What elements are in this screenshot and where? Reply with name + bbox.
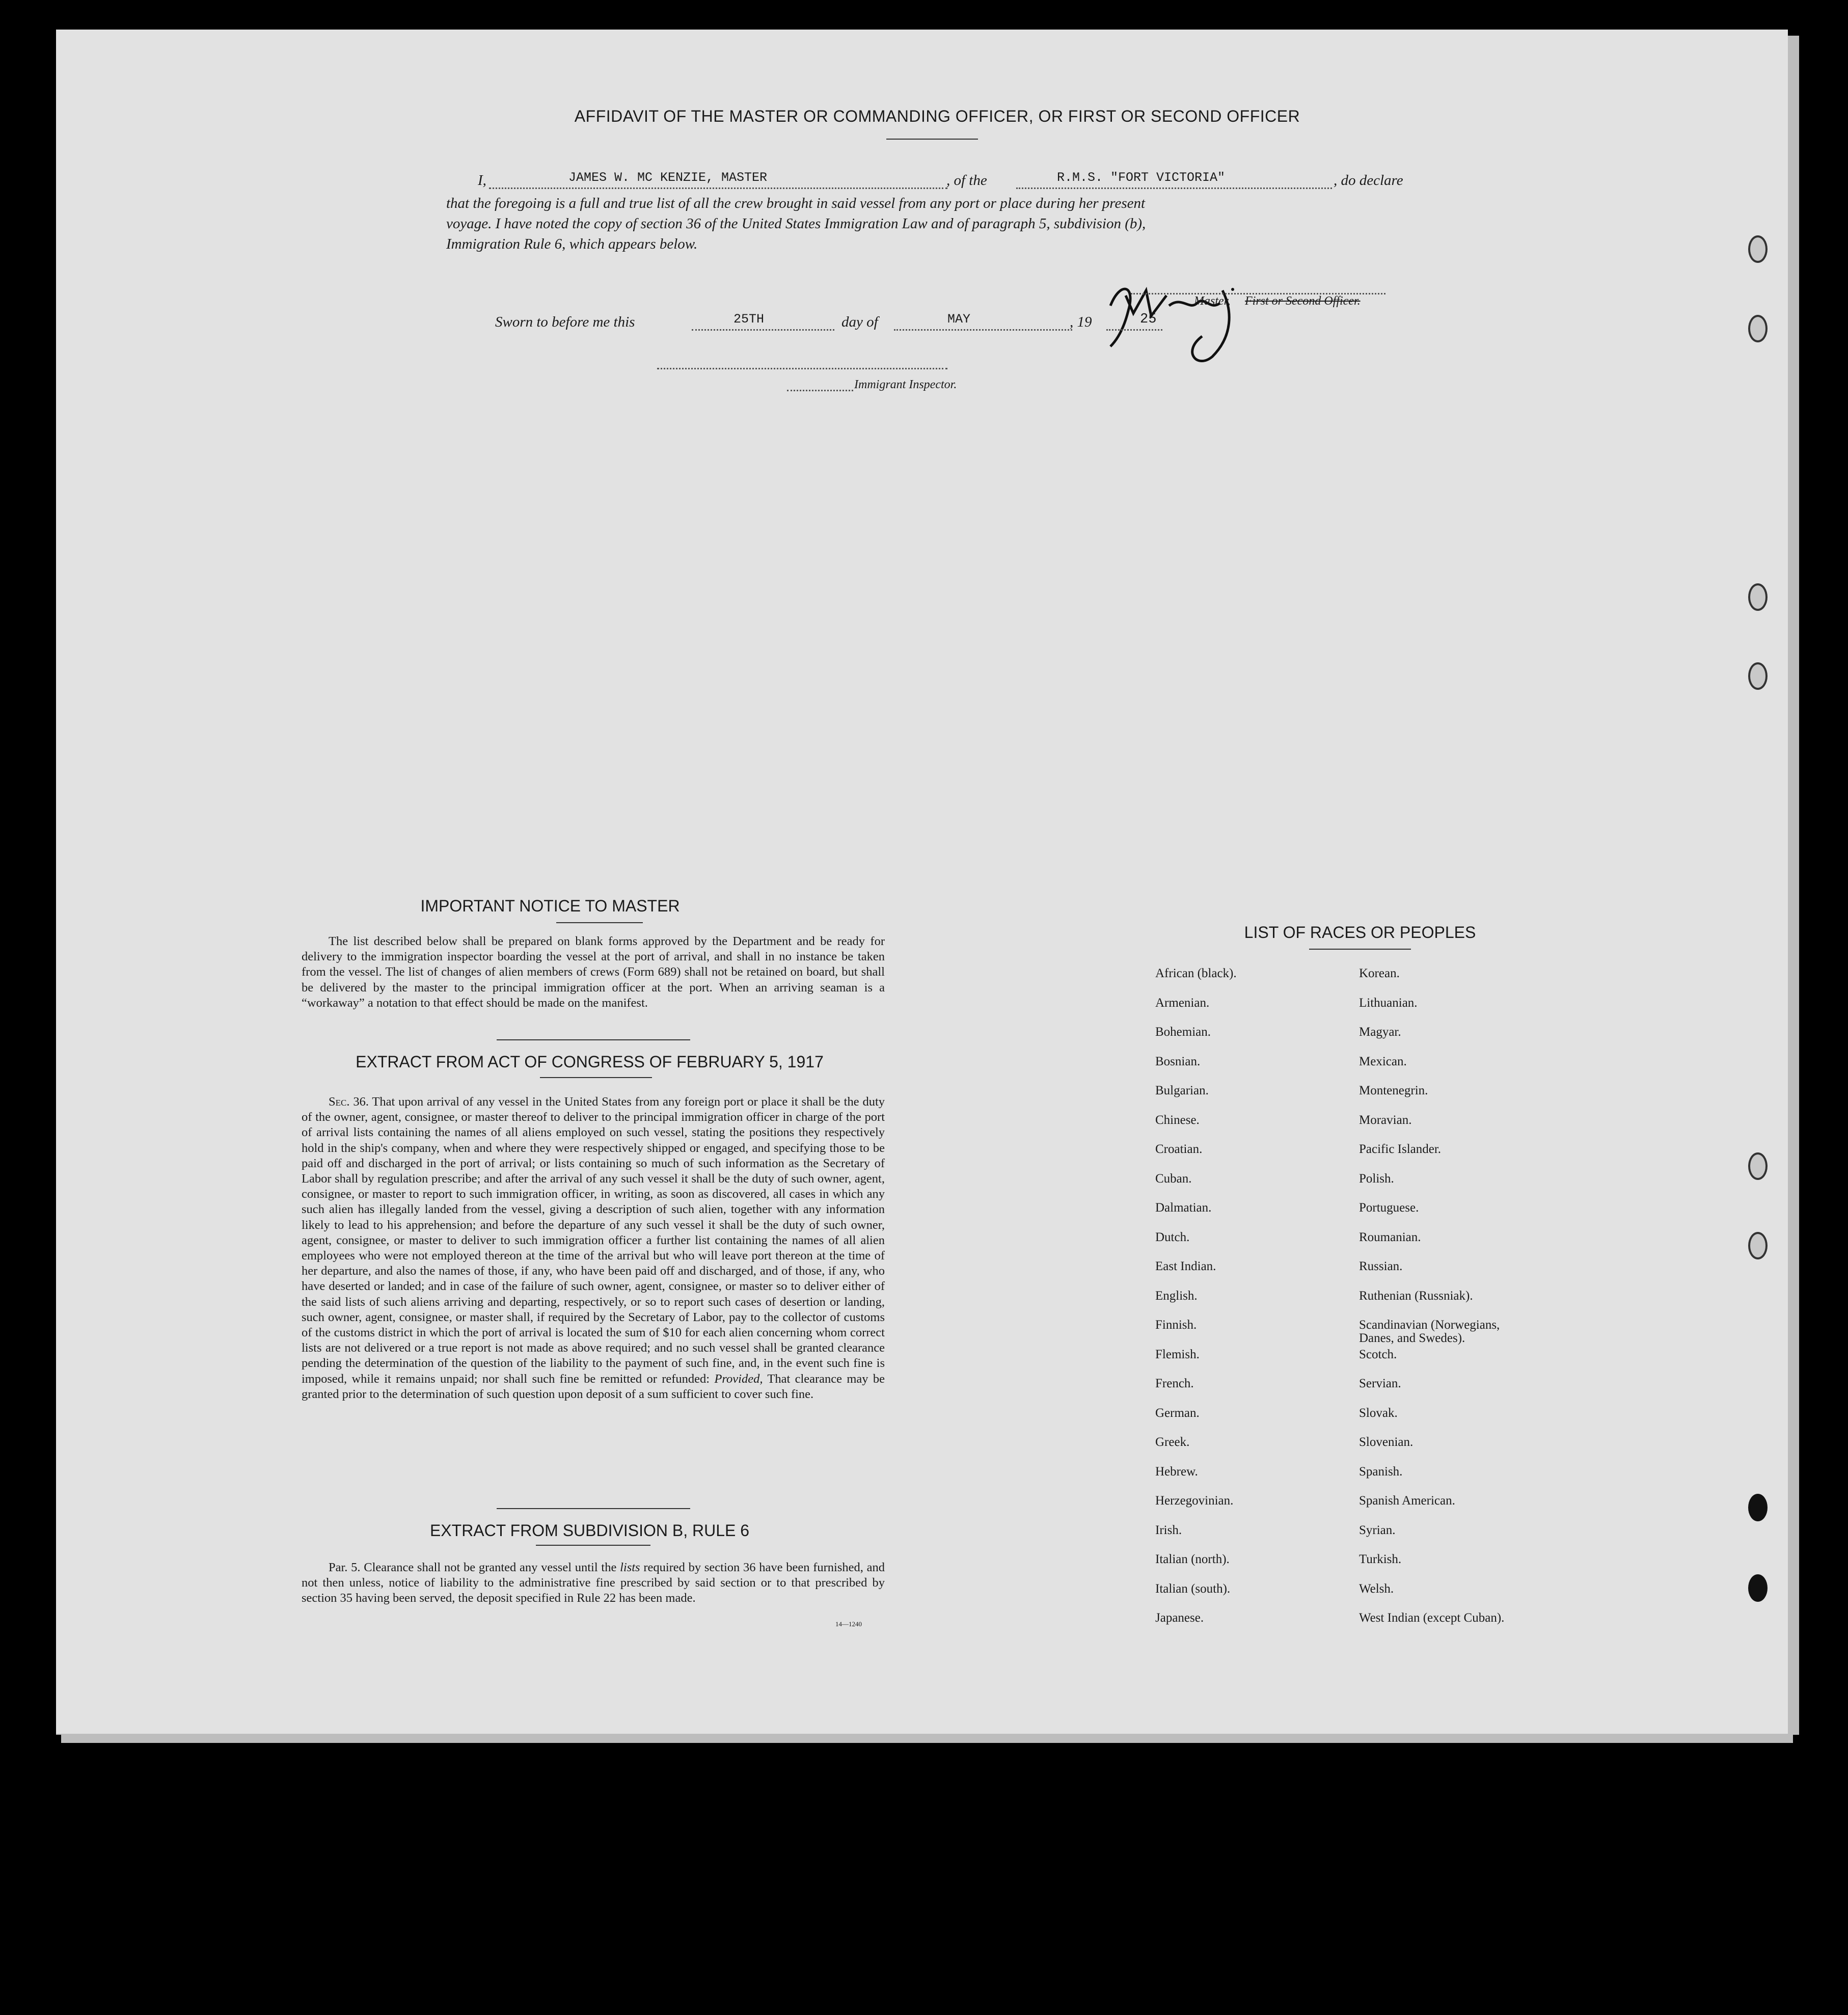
master-signature [1080, 275, 1345, 367]
sworn-day: 25TH [733, 312, 765, 327]
signer-role-master: Master, [1194, 294, 1231, 308]
notice-title-underline [556, 922, 643, 923]
vessel-name-line [1016, 187, 1332, 189]
race-left-item: Italian (north). [1155, 1552, 1230, 1566]
race-right-item: Polish. [1359, 1171, 1394, 1186]
race-right-item: Servian. [1359, 1377, 1401, 1390]
races-left-column [1155, 967, 1359, 1640]
title-underline [886, 139, 978, 140]
races-right-column [1359, 967, 1593, 1640]
declaration-line-1: that the foregoing is a full and true list of all the crew brought in said vessel from any port or place during her present [446, 195, 1146, 211]
race-right-item: Scandinavian (Norwegians, Danes, and Swedes). [1359, 1318, 1500, 1345]
race-left-item: Japanese. [1155, 1611, 1204, 1625]
master-name: JAMES W. MC KENZIE, MASTER [568, 170, 768, 185]
race-left-item: English. [1155, 1288, 1198, 1303]
of-the-label: , of the [946, 172, 987, 189]
race-right-item: Slovak. [1359, 1406, 1398, 1420]
races-title-underline [1309, 949, 1411, 950]
vessel-name: R.M.S. "FORT VICTORIA" [1057, 170, 1226, 185]
race-left-item: Dutch. [1155, 1230, 1190, 1244]
race-right-item: Scotch. [1359, 1347, 1397, 1361]
master-name-line [489, 187, 947, 189]
race-right-item: Moravian. [1359, 1113, 1412, 1127]
inspector-line-short [787, 390, 853, 391]
rule-text-b: required by section 36 have been furnished, and not then unless, notice of liability to the administrative fine prescribed by said section or to that prescribed by section 35 having been served, the deposit specified in Rule 22 has been made. [302, 1561, 885, 1605]
rule-text [302, 1560, 885, 1606]
race-right-item: Korean. [1359, 966, 1400, 980]
act-proviso: Provided, [714, 1372, 763, 1386]
rule-text-a: Par. 5. Clearance shall not be granted any vessel until the [329, 1561, 617, 1574]
race-left-item: Croatian. [1155, 1142, 1203, 1156]
race-left-item: French. [1155, 1377, 1194, 1390]
race-right-item: Roumanian. [1359, 1230, 1421, 1244]
race-left-item: Chinese. [1155, 1113, 1200, 1127]
race-left-item: Cuban. [1155, 1171, 1192, 1186]
race-right-item: Montenegrin. [1359, 1084, 1428, 1097]
binder-hole [1748, 662, 1768, 690]
race-right-item: Welsh. [1359, 1581, 1394, 1596]
race-right-item: Mexican. [1359, 1054, 1407, 1068]
page-edge-bottom [61, 1734, 1793, 1743]
race-left-item: East Indian. [1155, 1259, 1216, 1273]
race-left-item: Herzegovinian. [1155, 1494, 1234, 1508]
race-right-item: Portuguese. [1359, 1201, 1419, 1215]
race-left-item: Hebrew. [1155, 1464, 1198, 1479]
declaration-line-2: voyage. I have noted the copy of section 36 of the United States Immigration Law and of paragraph 5, subdivision (b), [446, 216, 1146, 232]
section-divider [497, 1508, 690, 1509]
race-left-item: Dalmatian. [1155, 1201, 1212, 1215]
races-title: LIST OF RACES OR PEOPLES [1244, 923, 1476, 942]
act-text [302, 1094, 885, 1402]
race-right-item: Slovenian. [1359, 1435, 1414, 1449]
notice-text-body: The list described below shall be prepared on blank forms approved by the Department and be ready for delivery to the immigration inspector boarding the vessel at the port of arrival, and shall in no instance be taken from the vessel. The list of changes of alien members of crews (Form 689) shall not be retained on board, but shall be delivered by the master to the principal immigration officer at the port. When an arriving seaman is a “workaway” a notation to that effect should be made on the manifest. [302, 934, 885, 1010]
race-left-item: Bulgarian. [1155, 1084, 1209, 1097]
race-left-item: Italian (south). [1155, 1581, 1231, 1596]
race-right-item: Russian. [1359, 1259, 1403, 1273]
race-left-item: Armenian. [1155, 996, 1210, 1010]
binder-hole [1748, 235, 1768, 263]
race-right-item: Lithuanian. [1359, 996, 1418, 1010]
race-right-item: Syrian. [1359, 1523, 1396, 1537]
inspector-label: Immigrant Inspector. [854, 378, 957, 391]
affidavit-title: AFFIDAVIT OF THE MASTER OR COMMANDING OFFICER, OR FIRST OR SECOND OFFICER [574, 107, 1300, 125]
race-right-item: Pacific Islander. [1359, 1142, 1442, 1156]
year-suffix: 25 [1140, 312, 1157, 327]
binder-hole [1748, 1574, 1768, 1602]
race-left-item: Finnish. [1155, 1318, 1197, 1332]
race-left-item: African (black). [1155, 966, 1237, 980]
race-left-item: Bohemian. [1155, 1025, 1211, 1039]
form-number: 14—1240 [835, 1620, 862, 1628]
day-of-label: day of [841, 314, 878, 330]
act-title: EXTRACT FROM ACT OF CONGRESS OF FEBRUARY 5, 1917 [356, 1053, 824, 1071]
year-prefix: , 19 [1070, 314, 1092, 330]
sworn-month-line [894, 329, 1072, 331]
binder-hole [1748, 1494, 1768, 1521]
signer-role-struck: First or Second Officer. [1245, 294, 1361, 308]
notice-text [302, 934, 885, 1011]
race-right-item: Magyar. [1359, 1025, 1401, 1039]
do-declare-label: , do declare [1334, 172, 1403, 189]
binder-hole [1748, 1152, 1768, 1180]
race-left-item: Bosnian. [1155, 1054, 1201, 1068]
binder-hole [1748, 315, 1768, 342]
declaration-line-3: Immigration Rule 6, which appears below. [446, 236, 698, 252]
act-text-body: That upon arrival of any vessel in the United States from any foreign port or place it shall be the duty of the owner, agent, consignee, or master thereof to deliver to the principal immigration officer in charge of the port of arrival lists containing the names of all aliens employed on such vessel, stating the positions they respectively hold in the ship's company, when and where they were respectively shipped or engaged, and specifying those to be paid off and discharged in the port of arrival; or lists containing so much of such information as the Secretary of Labor shall by regulation prescribe; and after the arrival of any such vessel it shall be the duty of such owner, agent, consignee, or master to report to such immigration officer, in writing, as soon as discovered, all cases in which any such alien has illegally landed from the vessel, giving a description of such alien, together with any information likely to lead to his apprehension; and before the departure of any such vessel it shall be the duty of such owner, agent, consignee, or master to deliver to such immigration officer a further list containing the names of all alien employees who were not employed thereon at the time of the arrival but who will leave port thereon at the time of her departure, and also the names of those, if any, who have been paid off and discharged, and of those, if any, who have deserted or landed; and in case of the failure of such owner, agent, consignee, or master so to deliver either of the said lists of such aliens arriving and departing, respectively, or so to report such cases of desertion or landing, such owner, agent, consignee, or master shall, if required by the Secretary of Labor, pay to the collector of customs of the customs district in which the port of arrival is located the sum of $10 for each alien concerning whom correct lists are not delivered or a true report is not made as above required; and no such vessel shall be granted clearance pending the determination of the question of the liability to the payment of such fine, and, in the event such fine is imposed, while it remains unpaid; nor shall such fine be remitted or refunded: [302, 1095, 885, 1386]
race-left-item: German. [1155, 1406, 1200, 1420]
page-edge-right [1788, 36, 1799, 1735]
race-right-item: Turkish. [1359, 1552, 1402, 1566]
race-left-item: Flemish. [1155, 1347, 1200, 1361]
race-left-item: Irish. [1155, 1523, 1182, 1537]
rule-lists-word: lists [620, 1561, 640, 1574]
sworn-label: Sworn to before me this [495, 314, 635, 330]
sworn-month: MAY [947, 312, 971, 327]
act-title-underline [540, 1077, 652, 1078]
year-line [1106, 329, 1162, 331]
act-section-label: Sec. 36. [329, 1095, 369, 1109]
race-left-item: Greek. [1155, 1435, 1190, 1449]
race-right-item: Spanish. [1359, 1464, 1403, 1479]
rule-title-underline [536, 1545, 650, 1546]
binder-hole [1748, 583, 1768, 611]
binder-hole [1748, 1232, 1768, 1259]
notice-title: IMPORTANT NOTICE TO MASTER [420, 897, 680, 915]
i-label: I, [478, 172, 486, 189]
section-divider [497, 1039, 690, 1040]
rule-title: EXTRACT FROM SUBDIVISION B, RULE 6 [429, 1521, 750, 1540]
race-right-item: West Indian (except Cuban). [1359, 1611, 1505, 1625]
act-text-end: That clearance may be granted prior to the determination of such question upon deposit of a sum sufficient to cover such fine. [302, 1372, 885, 1401]
race-right-item: Spanish American. [1359, 1494, 1455, 1508]
race-right-item: Ruthenian (Russniak). [1359, 1288, 1473, 1303]
inspector-signature-line [657, 368, 947, 369]
sworn-day-line [692, 329, 834, 331]
